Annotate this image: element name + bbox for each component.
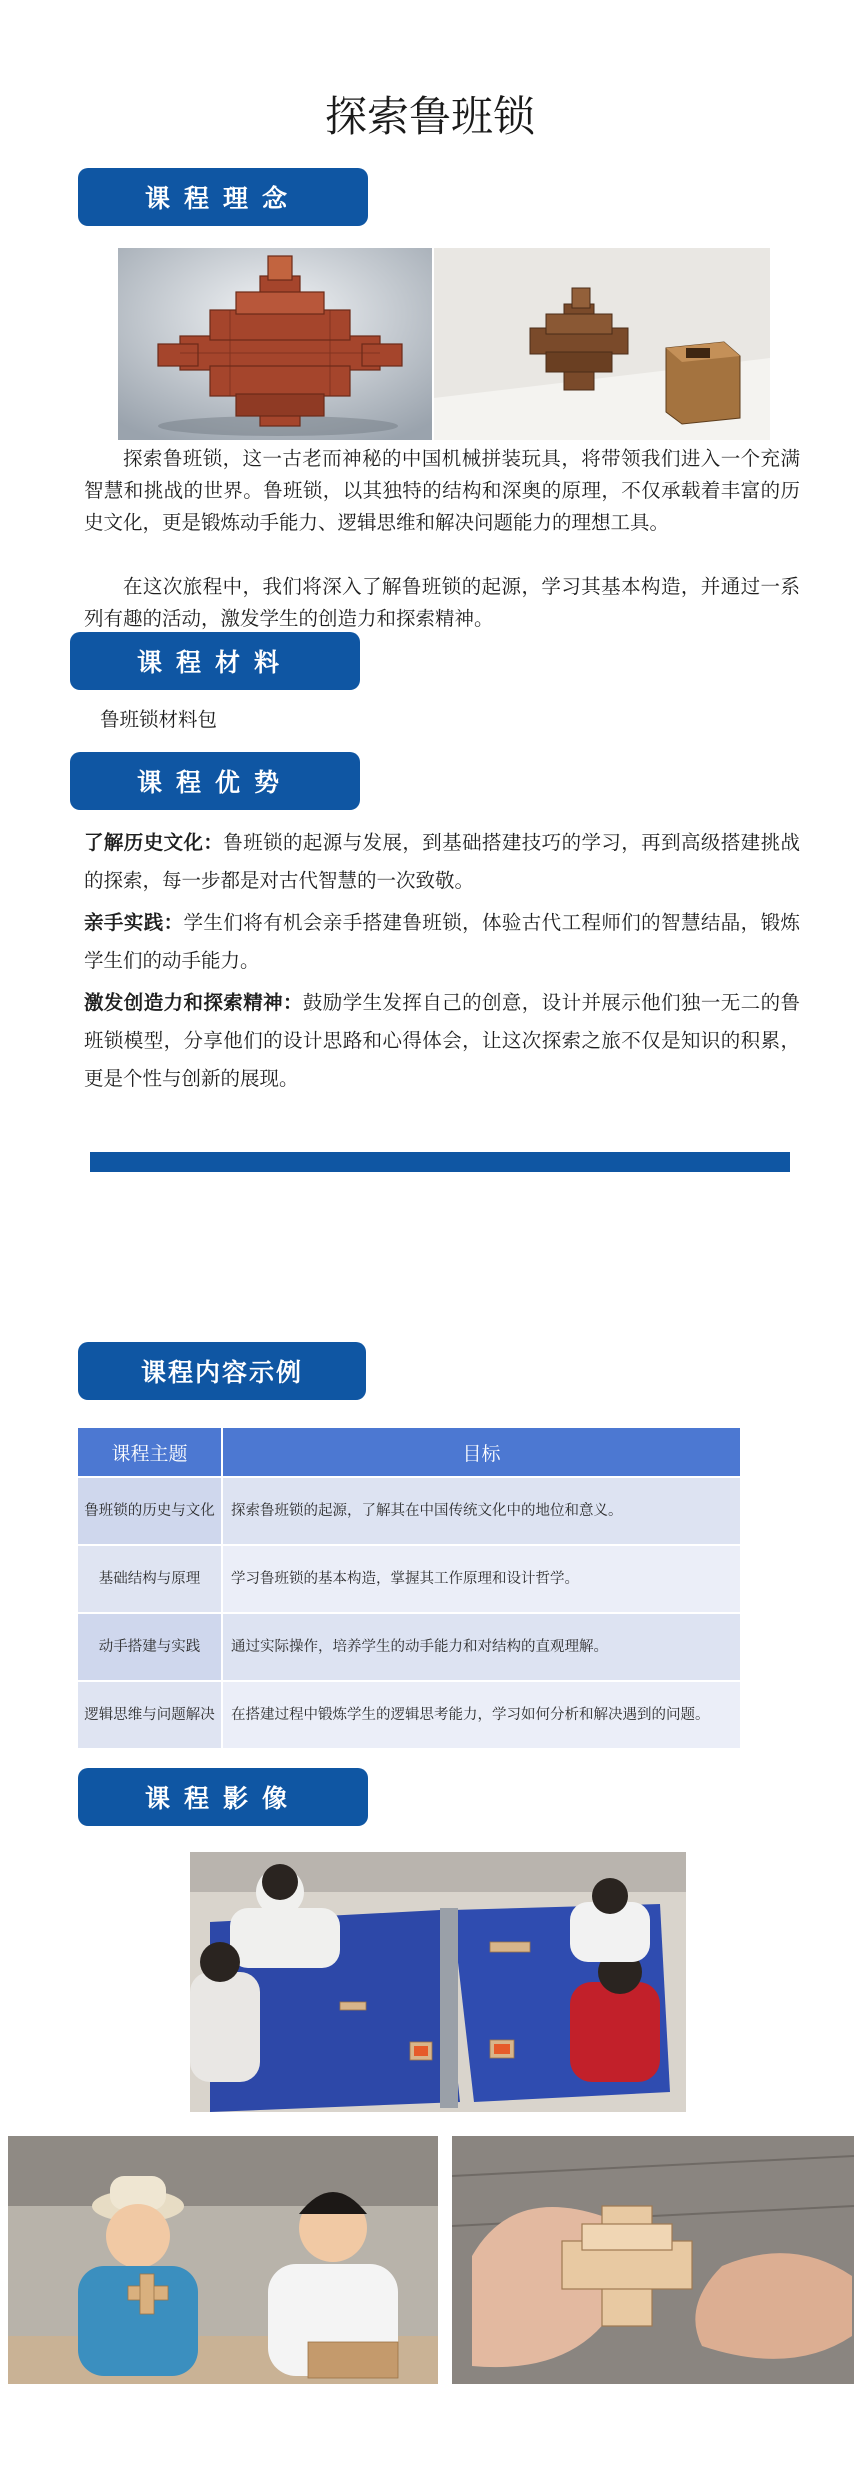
- table-cell-goal: 在搭建过程中锻炼学生的逻辑思考能力，学习如何分析和解决遇到的问题。: [222, 1681, 741, 1749]
- advantage-text: 学生们将有机会亲手搭建鲁班锁，体验古代工程师们的智慧结晶，锻炼学生们的动手能力。: [84, 911, 800, 972]
- section-heading-concept: 课程理念: [78, 168, 368, 226]
- table-row: [77, 1613, 741, 1681]
- table-cell-topic: 逻辑思维与问题解决: [77, 1681, 222, 1749]
- table-header-topic: 课程主题: [77, 1427, 222, 1477]
- hands-luban-lock-photo: [452, 2136, 854, 2384]
- advantage-label: 激发创造力和探索精神：: [84, 991, 303, 1014]
- concept-paragraph-2: 在这次旅程中，我们将深入了解鲁班锁的起源，学习其基本构造，并通过一系列有趣的活动，激发学生的创造力和探索精神。: [84, 575, 800, 630]
- section-heading-materials: 课程材料: [70, 632, 360, 690]
- materials-item: 鲁班锁材料包: [100, 708, 218, 731]
- advantage-text: 鼓励学生发挥自己的创意，设计并展示他们独一无二的鲁班锁模型，分享他们的设计思路和心得体会，让这次探索之旅不仅是知识的积累，更是个性与创新的展现。: [84, 991, 800, 1090]
- table-row: [77, 1545, 741, 1613]
- table-cell-goal: 探索鲁班锁的起源，了解其在中国传统文化中的地位和意义。: [222, 1477, 741, 1545]
- advantage-label: 亲手实践：: [84, 911, 184, 934]
- kids-building-photo: [8, 2136, 438, 2384]
- section-divider-bar: [90, 1152, 790, 1172]
- table-cell-topic: 基础结构与原理: [77, 1545, 222, 1613]
- section-heading-advantages: 课程优势: [70, 752, 360, 810]
- section-heading-gallery: 课程影像: [78, 1768, 368, 1826]
- advantage-text: 鲁班锁的起源与发展，到基础搭建技巧的学习，再到高级搭建挑战的探索，每一步都是对古代智慧的一次致敬。: [84, 831, 800, 892]
- table-row: [77, 1681, 741, 1749]
- luban-lock-photo-red: [118, 248, 432, 440]
- table-cell-topic: 鲁班锁的历史与文化: [77, 1477, 222, 1545]
- section-heading-content: 课程内容示例: [78, 1342, 366, 1400]
- course-content-table: [76, 1426, 742, 1750]
- concept-paragraph-1: 探索鲁班锁，这一古老而神秘的中国机械拼装玩具，将带领我们进入一个充满智慧和挑战的世界。鲁班锁，以其独特的结构和深奥的原理，不仅承载着丰富的历史文化，更是锻炼动手能力、逻辑思维和解决问题能力的理想工具。: [84, 447, 800, 534]
- advantage-item-practice: [84, 904, 800, 980]
- advantage-item-creativity: [84, 984, 800, 1098]
- table-header-row: [77, 1427, 741, 1477]
- table-row: [77, 1477, 741, 1545]
- table-cell-goal: 通过实际操作，培养学生的动手能力和对结构的直观理解。: [222, 1613, 741, 1681]
- table-header-goal: 目标: [222, 1427, 741, 1477]
- advantage-label: 了解历史文化：: [84, 831, 224, 854]
- luban-lock-photo-wood: [434, 248, 770, 440]
- page-title: 探索鲁班锁: [324, 92, 535, 141]
- classroom-photo: [190, 1852, 686, 2112]
- table-cell-topic: 动手搭建与实践: [77, 1613, 222, 1681]
- table-cell-goal: 学习鲁班锁的基本构造，掌握其工作原理和设计哲学。: [222, 1545, 741, 1613]
- advantage-item-history: [84, 824, 800, 900]
